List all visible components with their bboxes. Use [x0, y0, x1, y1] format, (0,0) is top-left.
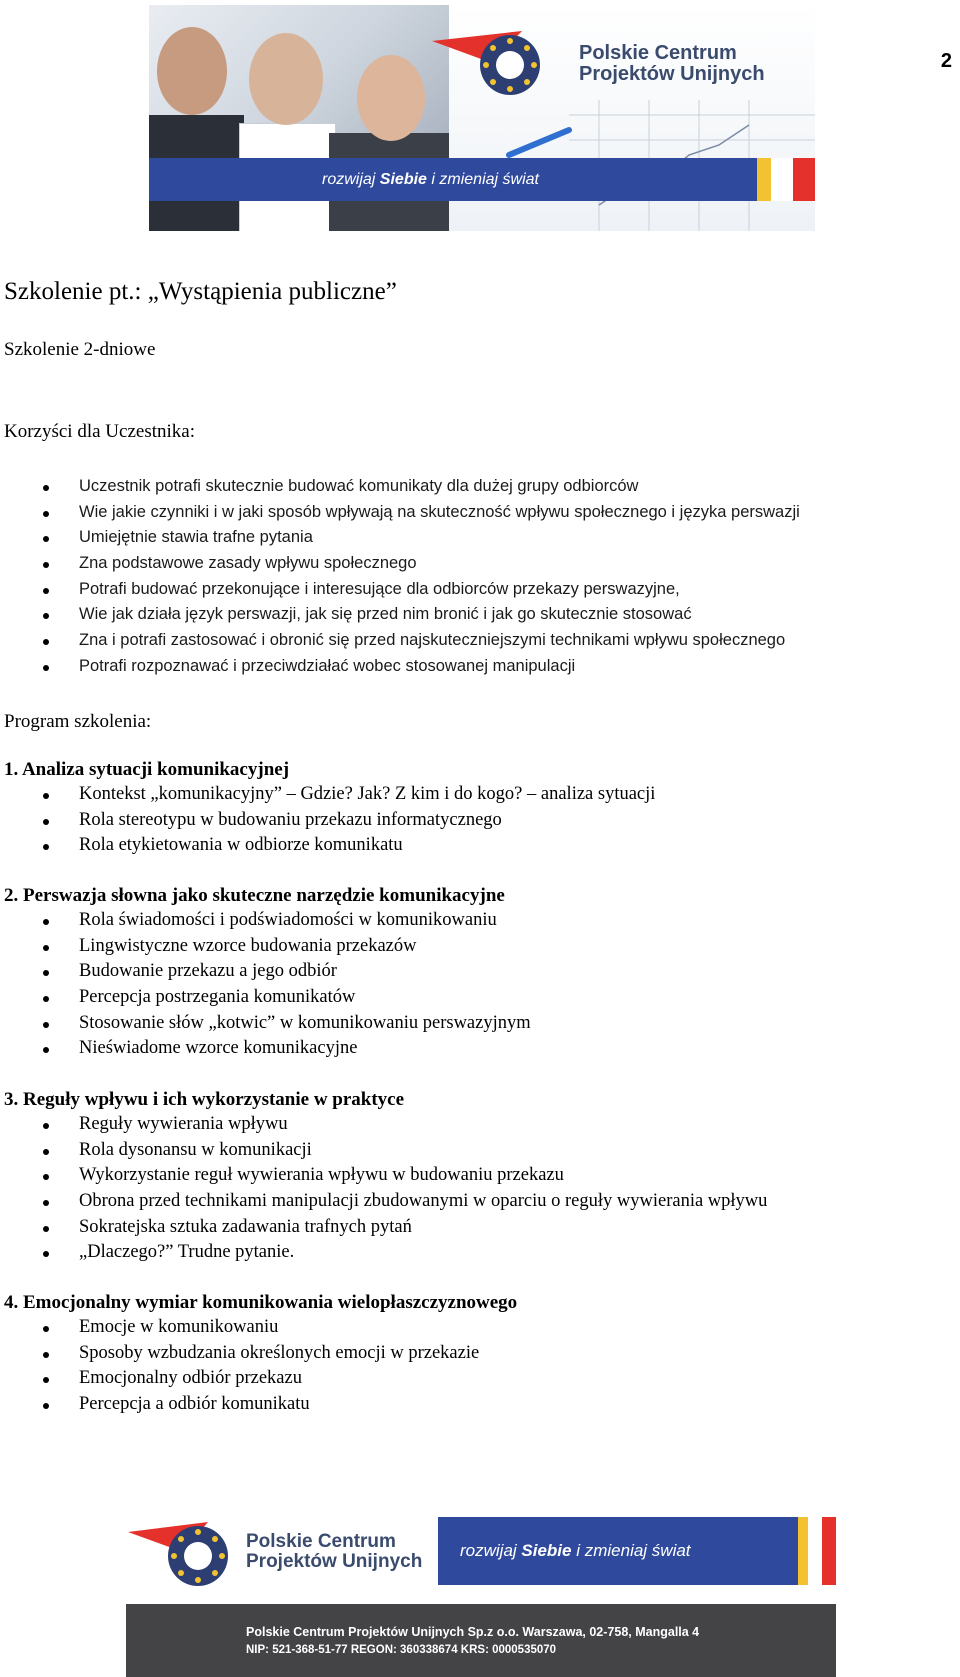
pcpu-logo-icon — [432, 23, 562, 103]
program-section-title: 1. Analiza sytuacji komunikacyjnej — [4, 759, 290, 780]
list-item: Zna podstawowe zasady wpływu społecznego — [0, 551, 940, 577]
list-item: Percepcja a odbiór komunikatu — [0, 1392, 940, 1418]
list-item: Kontekst „komunikacyjny” – Gdzie? Jak? Z kim i do kogo? – analiza sytuacji — [0, 782, 940, 808]
list-item: Wie jak działa język perswazji, jak się przed nim bronić i jak go skutecznie stosować — [0, 602, 940, 628]
benefits-list — [0, 474, 940, 680]
pcpu-logo-icon — [128, 1512, 240, 1592]
list-item: Stosowanie słów „kotwic” w komunikowaniu perswazyjnym — [0, 1011, 940, 1037]
list-item: Reguły wywierania wpływu — [0, 1112, 940, 1138]
footer-slogan-text: rozwijaj Siebie i zmieniaj świat — [460, 1541, 691, 1560]
benefits-heading: Korzyści dla Uczestnika: — [4, 421, 195, 442]
program-section-list — [0, 1112, 940, 1266]
footer-logo — [128, 1512, 428, 1592]
list-item: Rola etykietowania w odbiorze komunikatu — [0, 833, 940, 859]
footer-slogan-bar — [438, 1517, 836, 1585]
list-item: Obrona przed technikami manipulacji zbudowanymi w oparciu o reguły wywierania wpływu — [0, 1189, 940, 1215]
brand-name: Polskie Centrum Projektów Unijnych — [579, 42, 765, 85]
slogan-text: rozwijaj Siebie i zmieniaj świat — [322, 171, 539, 188]
list-item: Rola świadomości i podświadomości w komunikowaniu — [0, 908, 940, 934]
list-item: Rola dysonansu w komunikacji — [0, 1138, 940, 1164]
list-item: Zna i potrafi zastosować i obronić się przed najskuteczniejszymi technikami wpływu społecznego — [0, 628, 940, 654]
list-item: Potrafi budować przekonujące i interesujące dla odbiorców przekazy perswazyjne, — [0, 577, 940, 603]
list-item: Budowanie przekazu a jego odbiór — [0, 959, 940, 985]
footer-brand-name: Polskie Centrum Projektów Unijnych — [246, 1531, 423, 1572]
list-item: Wykorzystanie reguł wywierania wpływu w budowaniu przekazu — [0, 1163, 940, 1189]
list-item: Nieświadome wzorce komunikacyjne — [0, 1036, 940, 1062]
page-title: Szkolenie pt.: „Wystąpienia publiczne” — [4, 278, 397, 305]
program-section-list — [0, 782, 940, 859]
list-item: Sokratejska sztuka zadawania trafnych pytań — [0, 1215, 940, 1241]
list-item: Wie jakie czynniki i w jaki sposób wpływają na skuteczność wpływu społecznego i języka perswazji — [0, 500, 940, 526]
header-banner — [149, 5, 815, 231]
program-heading: Program szkolenia: — [4, 711, 152, 732]
program-section-title: 3. Reguły wpływu i ich wykorzystanie w praktyce — [4, 1089, 405, 1110]
flag-strip-icon — [757, 158, 815, 201]
footer-address: Polskie Centrum Projektów Unijnych Sp.z o.o. Warszawa, 02-758, Mangalla 4 — [246, 1625, 700, 1639]
list-item: Emocjonalny odbiór przekazu — [0, 1366, 940, 1392]
list-item: Uczestnik potrafi skutecznie budować komunikaty dla dużej grupy odbiorców — [0, 474, 940, 500]
page-number: 2 — [940, 50, 952, 72]
list-item: Lingwistyczne wzorce budowania przekazów — [0, 934, 940, 960]
program-section-list — [0, 908, 940, 1062]
footer-registry: NIP: 521-368-51-77 REGON: 360338674 KRS: 0000535070 — [246, 1644, 557, 1656]
flag-strip-icon — [798, 1517, 836, 1585]
list-item: Sposoby wzbudzania określonych emocji w przekazie — [0, 1341, 940, 1367]
list-item: Emocje w komunikowaniu — [0, 1315, 940, 1341]
training-duration: Szkolenie 2-dniowe — [4, 339, 156, 360]
list-item: Percepcja postrzegania komunikatów — [0, 985, 940, 1011]
program-section-title: 2. Perswazja słowna jako skuteczne narzędzie komunikacyjne — [4, 885, 505, 906]
list-item: Rola stereotypu w budowaniu przekazu informatycznego — [0, 808, 940, 834]
list-item: „Dlaczego?” Trudne pytanie. — [0, 1240, 940, 1266]
footer-contact-bar — [126, 1604, 836, 1677]
program-section-list — [0, 1315, 940, 1418]
list-item: Potrafi rozpoznawać i przeciwdziałać wobec stosowanej manipulacji — [0, 654, 940, 680]
program-section-title: 4. Emocjonalny wymiar komunikowania wielopłaszczyznowego — [4, 1292, 518, 1313]
list-item: Umiejętnie stawia trafne pytania — [0, 525, 940, 551]
